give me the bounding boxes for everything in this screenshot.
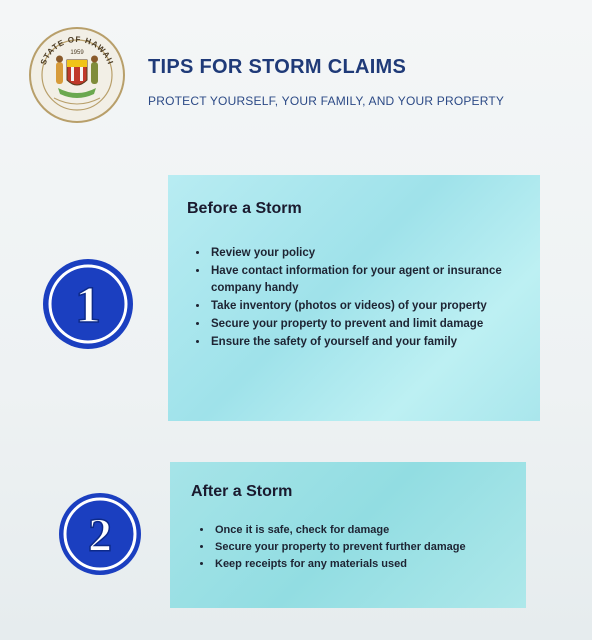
state-seal-logo <box>28 26 126 124</box>
page-subtitle: PROTECT YOURSELF, YOUR FAMILY, AND YOUR PROPERTY <box>148 94 505 108</box>
list-item: • Once it is safe, check for damage <box>213 522 513 538</box>
list-item: • Keep receipts for any materials used <box>213 556 513 572</box>
before-storm-list <box>195 245 529 352</box>
before-storm-card <box>168 175 540 421</box>
step-number-2: 2 <box>88 509 112 562</box>
list-item: • Ensure the safety of yourself and your family <box>209 334 529 351</box>
list-item: • Take inventory (photos or videos) of your property <box>209 298 529 315</box>
svg-text:STATE OF HAWAII: STATE OF HAWAII <box>38 34 116 67</box>
page-title: TIPS FOR STORM CLAIMS <box>148 56 407 78</box>
svg-text:1959: 1959 <box>70 50 84 56</box>
after-storm-list <box>199 522 513 573</box>
after-storm-heading: After a Storm <box>191 483 293 500</box>
step-number-1-badge <box>40 256 136 352</box>
list-item: • Review your policy <box>209 245 529 262</box>
step-number-1: 1 <box>75 277 101 334</box>
after-storm-card <box>170 462 526 608</box>
list-item: • Have contact information for your agent or insurance company handy <box>209 263 529 297</box>
step-number-2-badge <box>56 490 144 578</box>
list-item: • Secure your property to prevent and limit damage <box>209 316 529 333</box>
before-storm-heading: Before a Storm <box>187 200 302 217</box>
list-item: • Secure your property to prevent further damage <box>213 539 513 555</box>
